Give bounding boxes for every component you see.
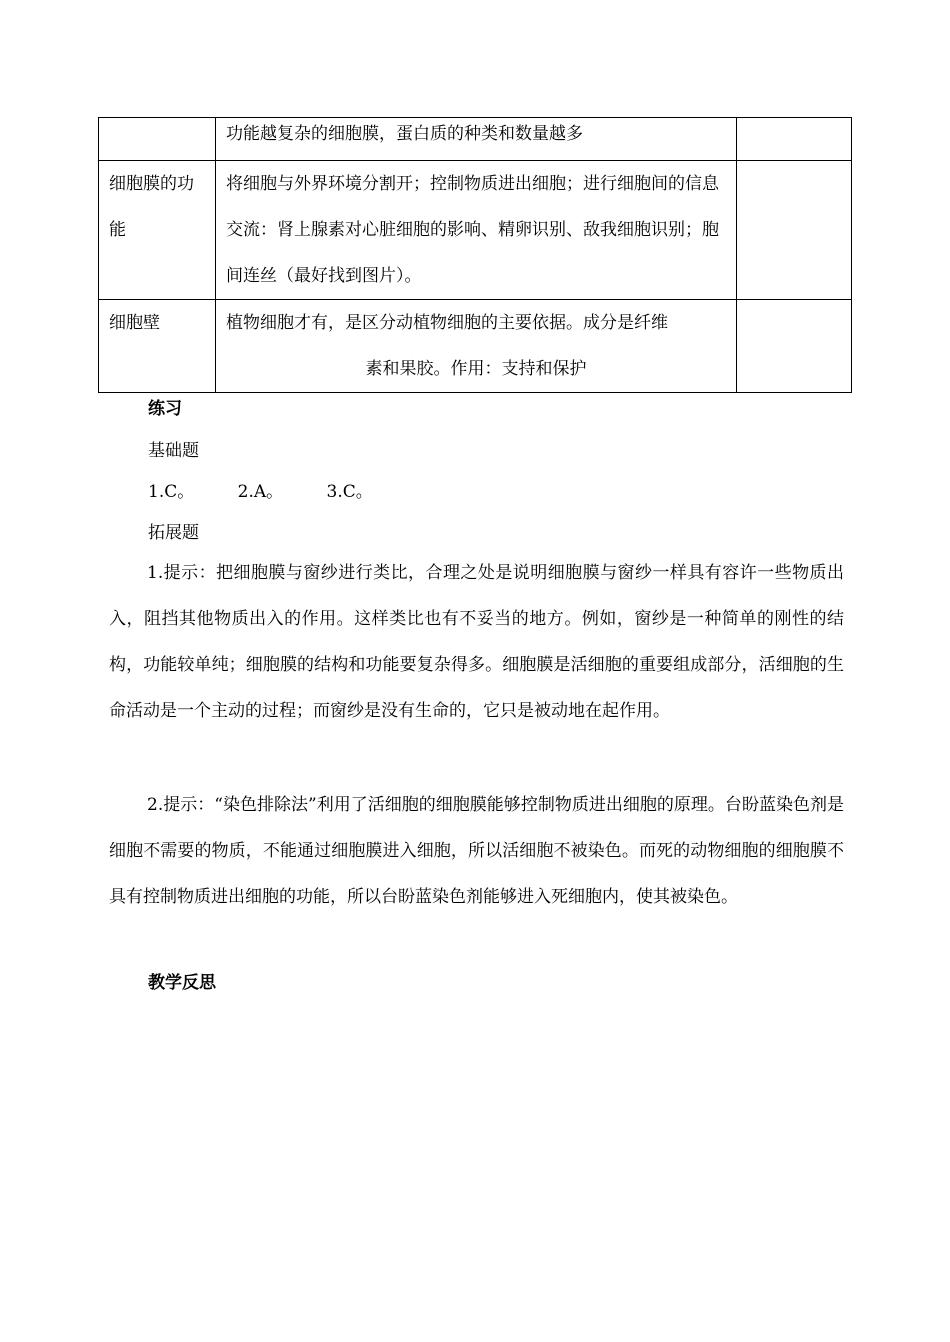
row-note (737, 118, 852, 161)
row-content: 功能越复杂的细胞膜，蛋白质的种类和数量越多 (216, 118, 737, 161)
practice-heading: 练习 (148, 399, 182, 419)
row-content-line: 素和果胶。作用：支持和保护 (365, 359, 587, 379)
answer-item: 1.C。 (148, 482, 195, 502)
row-note (737, 300, 852, 393)
hint-paragraph-2: 2.提示：“染色排除法”利用了活细胞的细胞膜能够控制物质进出细胞的原理。台盼蓝染色剂是细胞不需要的物质，不能通过细胞膜进入细胞，所以活细胞不被染色。而死的动物细胞的细胞膜不具有控制物质进出细胞的功能，所以台盼蓝染色剂能够进入死细胞内，使其被染色。 (109, 795, 844, 907)
answer-item: 3.C。 (326, 482, 373, 502)
answer-list (148, 477, 411, 502)
row-label: 细胞壁 (99, 300, 216, 393)
row-content-line: 植物细胞才有，是区分动植物细胞的主要依据。成分是纤维 (226, 313, 668, 333)
row-note (737, 161, 852, 300)
table-row (99, 118, 852, 161)
row-content: 将细胞与外界环境分割开；控制物质进出细胞；进行细胞间的信息交流：肾上腺素对心脏细胞的影响、精卵识别、敌我细胞识别；胞间连丝（最好找到图片）。 (216, 161, 737, 300)
table-row (99, 300, 852, 393)
extension-questions-title: 拓展题 (148, 523, 199, 543)
row-content (216, 300, 737, 393)
row-label: 细胞膜的功能 (99, 161, 216, 300)
basic-questions-title: 基础题 (148, 441, 199, 461)
hint-paragraph-1: 1.提示：把细胞膜与窗纱进行类比，合理之处是说明细胞膜与窗纱一样具有容许一些物质出入，阻挡其他物质出入的作用。这样类比也有不妥当的地方。例如，窗纱是一种简单的刚性的结构，功能较单纯；细胞膜的结构和功能要复杂得多。细胞膜是活细胞的重要组成部分，活细胞的生命活动是一个主动的过程；而窗纱是没有生命的，它只是被动地在起作用。 (109, 563, 844, 721)
reflection-heading: 教学反思 (148, 973, 216, 993)
row-label (99, 118, 216, 161)
table-row (99, 161, 852, 300)
content-table (98, 117, 852, 393)
answer-item: 2.A。 (237, 482, 284, 502)
